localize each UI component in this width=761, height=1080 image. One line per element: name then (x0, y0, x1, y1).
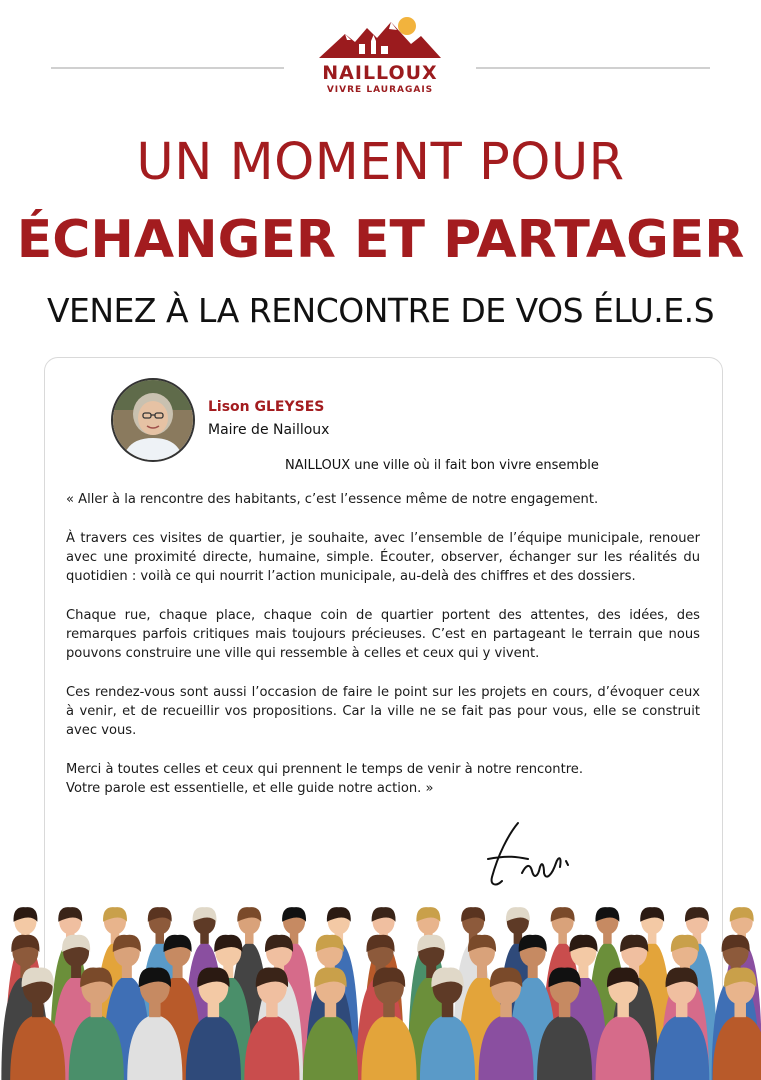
author-name: Lison GLEYSES (208, 399, 325, 415)
headline-subtitle: VENEZ À LA RENCONTRE DE VOS ÉLU.E.S (46, 291, 715, 330)
header-divider-right (476, 67, 710, 69)
crowd-illustration (0, 880, 761, 1080)
letter-closing-line-1: Merci à toutes celles et ceux qui prennent le temps de venir à notre rencontre. (66, 762, 584, 777)
letter-paragraph: À travers ces visites de quartier, je souhaite, avec l’ensemble de l’équipe municipale, renouer avec une proximité directe, humaine, simple. Écouter, observer, échanger sur les réalités du quotidien : voilà ce qui nourrit l’action municipale, au-delà des chiffres et des dossiers. (66, 531, 700, 584)
letter-paragraph: Chaque rue, chaque place, chaque coin de quartier portent des attentes, des idées, des remarques parfois critiques mais toujours précieuses. C’est en partageant le terrain que nous pouvons construire une ville qui ressemble à celles et ceux qui y vivent. (66, 608, 700, 661)
logo-name: NAILLOUX (322, 62, 438, 84)
letter-paragraph: « Aller à la rencontre des habitants, c’est l’essence même de notre engagement. (66, 492, 599, 507)
logo-tagline: VIVRE LAURAGAIS (326, 85, 434, 95)
headline-line-1: UN MOMENT POUR (136, 133, 625, 192)
author-role: Maire de Nailloux (208, 422, 330, 438)
town-motto: NAILLOUX une ville où il fait bon vivre ensemble (285, 458, 599, 473)
letter-paragraph: Ces rendez-vous sont aussi l’occasion de faire le point sur les projets en cours, d’évoquer ceux à venir, et de recueillir vos propositions. Car la ville ne se fait pas pour vous, elle se construit avec vous. (66, 685, 700, 738)
letter-body (66, 490, 700, 798)
mountain-village-sun-icon (315, 14, 445, 60)
letter-closing-line-2: Votre parole est essentielle, et elle guide notre action. » (66, 781, 434, 796)
nailloux-logo (300, 14, 460, 106)
person-portrait-icon (113, 380, 193, 460)
header-divider-left (51, 67, 284, 69)
headline-line-2: ÉCHANGER ET PARTAGER (16, 210, 745, 270)
letter-closing (66, 760, 700, 798)
avatar (111, 378, 195, 462)
